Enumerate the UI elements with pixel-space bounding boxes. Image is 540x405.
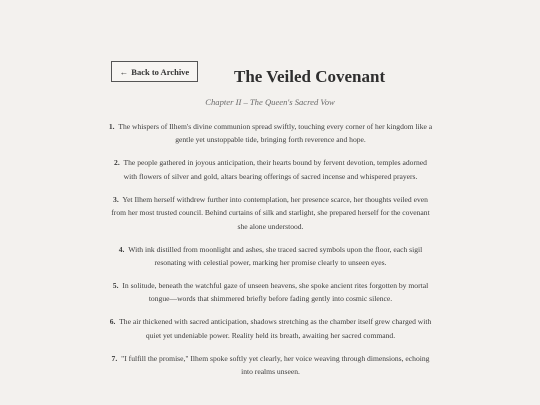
verse-number: 4. [118,244,125,254]
verse-text: "I fulfill the promise," Ilhem spoke softly yet clearly, her voice weaving through dimensions, echoing into realms unseen. [121,353,430,377]
verse-text: The air thickened with sacred anticipation, shadows stretching as the chamber itself grew charged with quiet yet undeniable power. Reality held its breath, awaiting her sacred command. [119,317,432,340]
verse-item [108,120,433,147]
verse-item [108,279,433,306]
verse-text: The people gathered in joyous anticipation, their hearts bound by fervent devotion, temples adorned with flowers of silver and gold, altars bearing offerings of sacred incense and whispered prayers. [123,158,427,181]
verse-text: The whispers of Ilhem's divine communion spread swiftly, touching every corner of her kingdom like a gentle yet unstoppable tide, bringing forth reverence and hope. [118,122,433,145]
chapter-subtitle: Chapter II – The Queen's Sacred Vow [205,97,335,107]
page-title: The Veiled Covenant [234,67,386,86]
verse-number: 2. [114,158,120,168]
verse-number: 7. [111,353,118,363]
verse-number: 1. [108,122,115,131]
verse-item [108,352,433,379]
verse-item [108,193,433,233]
back-to-archive-button[interactable] [111,61,198,82]
verse-item [108,315,433,342]
verse-item [108,243,433,270]
verse-number: 5. [112,281,119,291]
verse-text: In solitude, beneath the watchful gaze of unseen heavens, she spoke ancient rites forgotten by mortal tongue—words that shimmered briefly before fading gently into cosmic silence. [122,281,429,304]
verse-number: 3. [113,194,119,204]
verse-number: 6. [109,317,116,327]
arrow-left-icon: ← [119,66,129,77]
verse-text: With ink distilled from moonlight and ashes, she traced sacred symbols upon the floor, each sigil resonating with celestial power, marking her promise clearly to unseen eyes. [128,244,423,268]
verse-item [108,156,433,183]
back-button-label: Back to Archive [131,66,190,77]
verse-list [108,120,433,388]
verse-text: Yet Ilhem herself withdrew further into contemplation, her presence scarce, her thoughts veiled even from her most trusted council. Behind curtains of silk and starlight, she prepared herself for the covenant she alone understood. [111,194,430,231]
